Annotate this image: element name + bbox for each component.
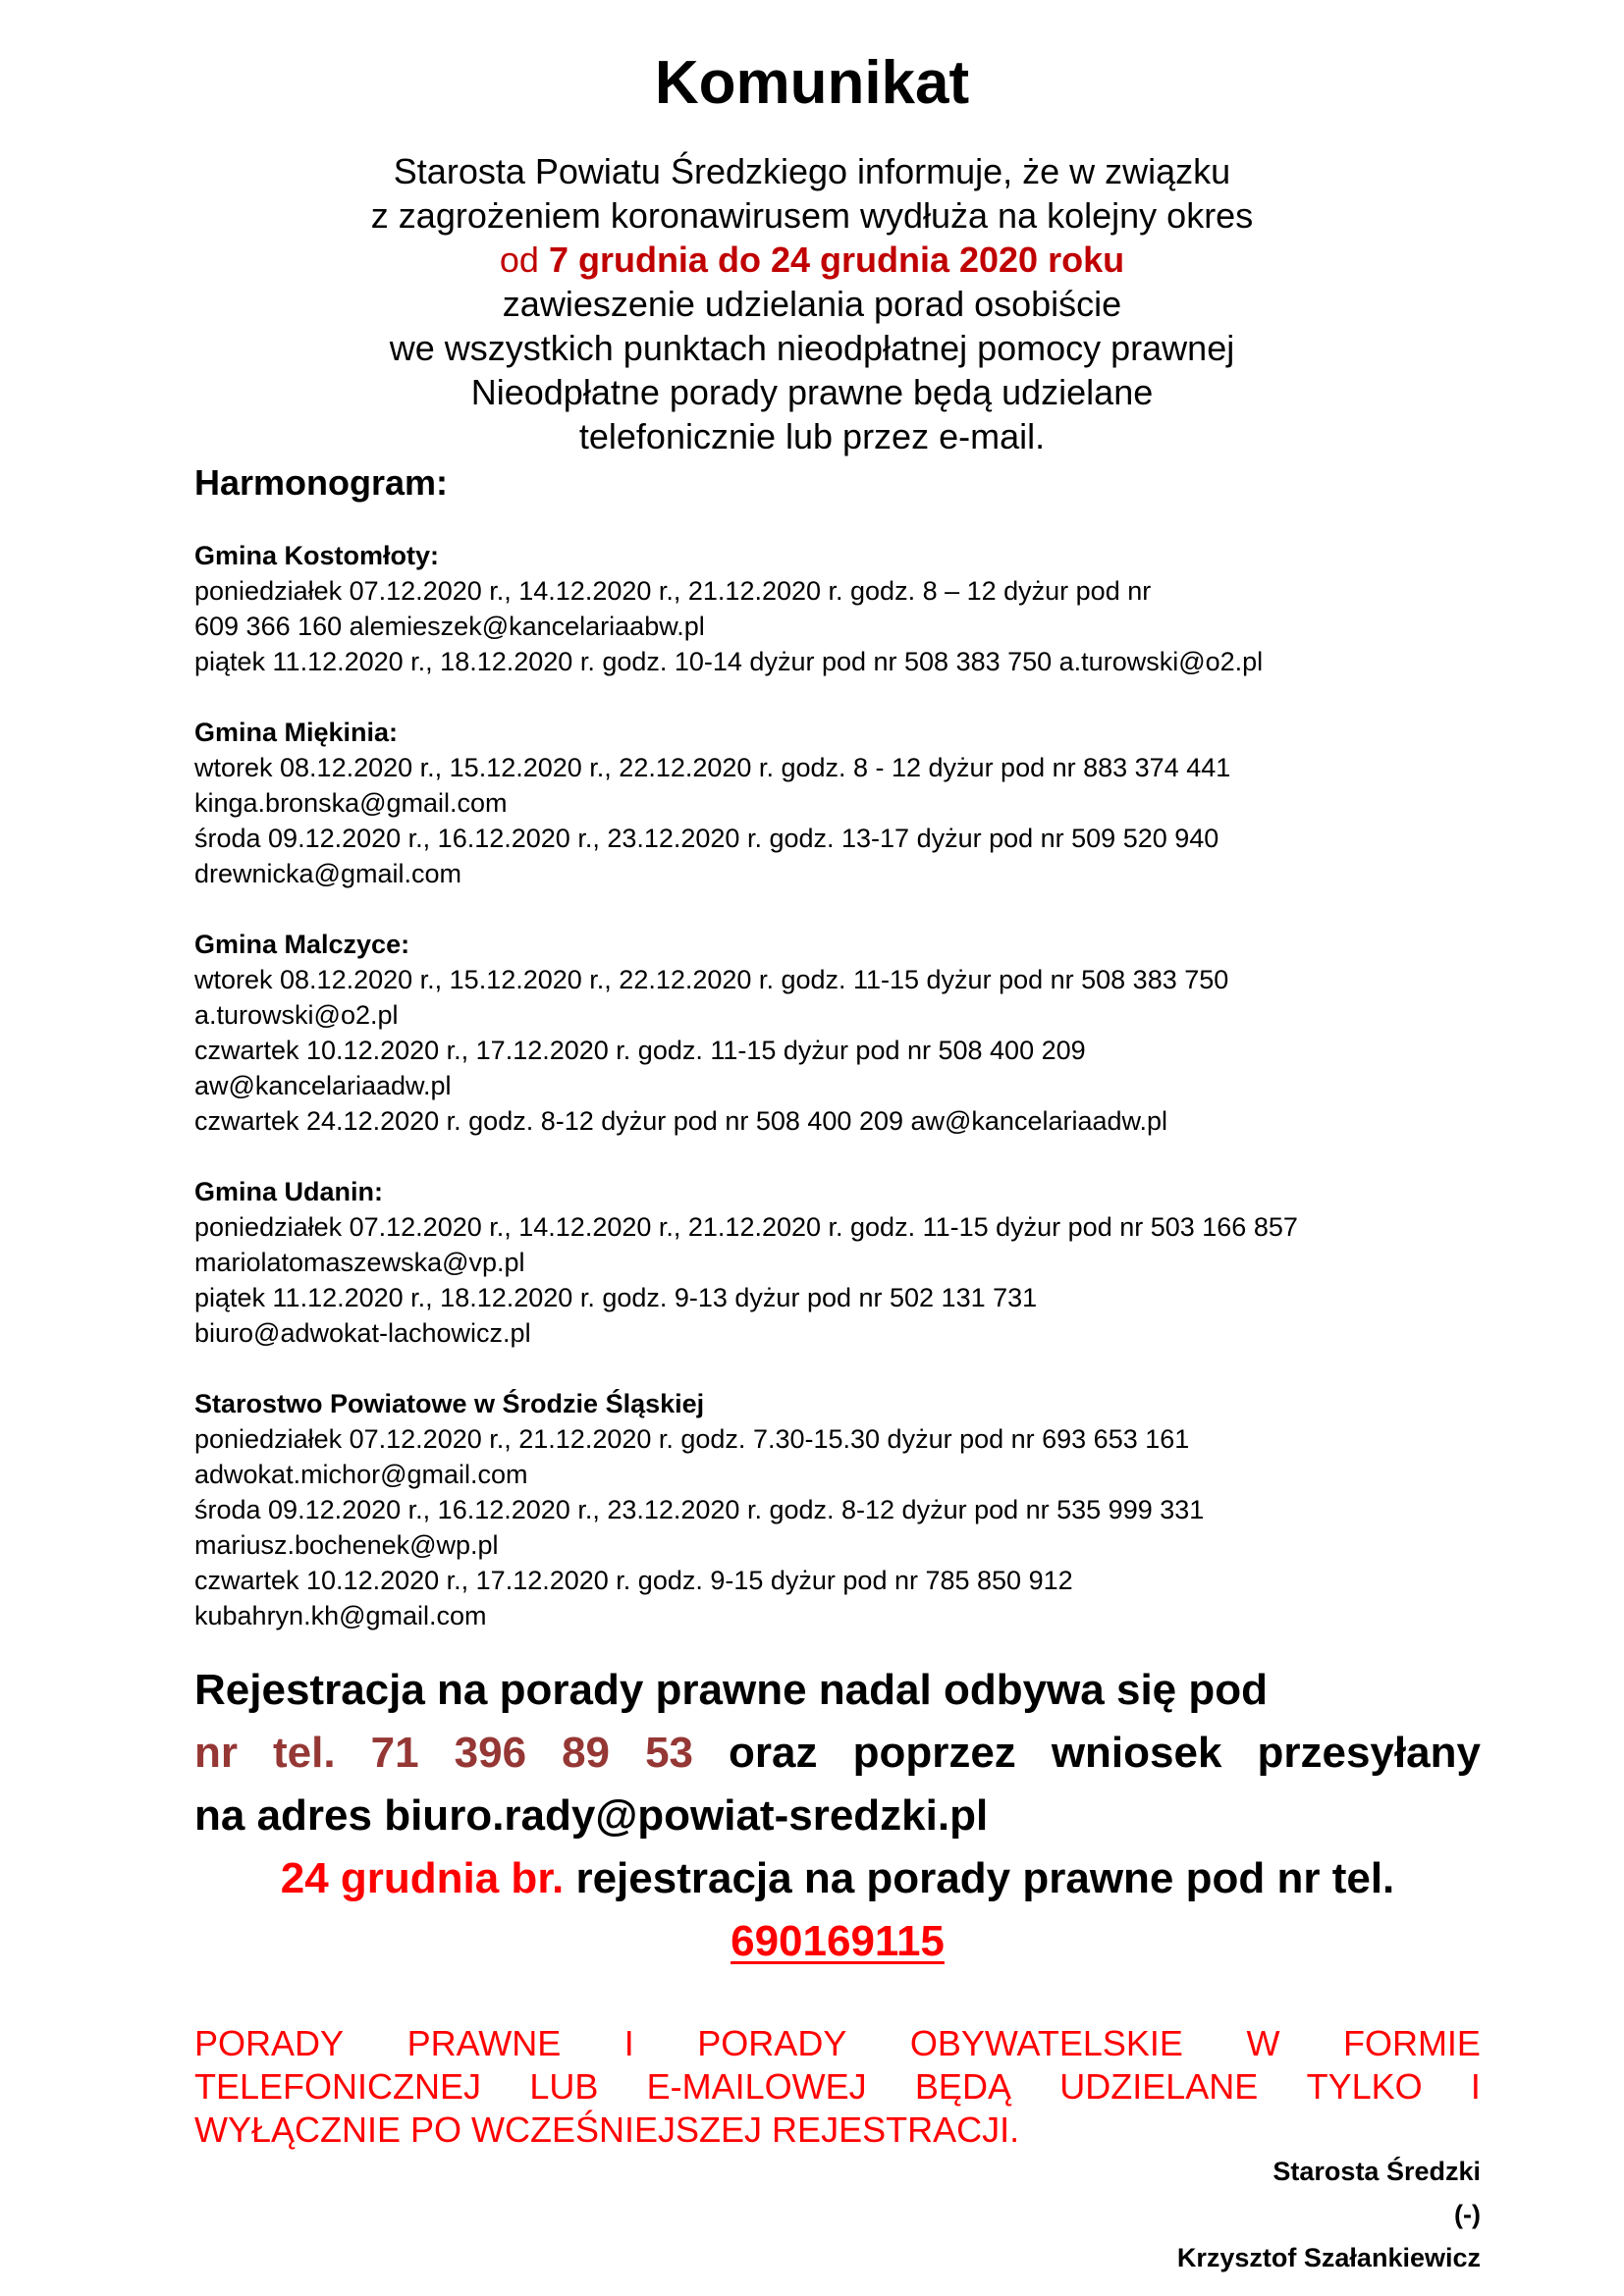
schedule-line: wtorek 08.12.2020 r., 15.12.2020 r., 22.12.2020 r. godz. 8 - 12 dyżur pod nr 883 374 441: [194, 753, 1231, 782]
schedule-section-lines: [194, 750, 1481, 891]
schedule-section-lines: [194, 573, 1481, 679]
warning-word: TYLKO: [1306, 2066, 1423, 2107]
warning-word: E-MAILOWEJ: [646, 2066, 867, 2107]
warning-word: PORADY: [194, 2023, 345, 2063]
warning-word: W: [1246, 2023, 1280, 2063]
warning-word: OBYWATELSKIE: [909, 2023, 1183, 2063]
warning-word: I: [1470, 2066, 1481, 2107]
registration-dec24-text: rejestracja na porady prawne pod nr tel.: [564, 1854, 1395, 1902]
registration-dec24-date: 24 grudnia br.: [280, 1854, 565, 1902]
schedule-line: środa 09.12.2020 r., 16.12.2020 r., 23.12.2020 r. godz. 13-17 dyżur pod nr 509 520 940: [194, 824, 1219, 853]
schedule-line: środa 09.12.2020 r., 16.12.2020 r., 23.12.2020 r. godz. 8-12 dyżur pod nr 535 999 331: [194, 1495, 1205, 1524]
schedule-line: piątek 11.12.2020 r., 18.12.2020 r. godz. 10-14 dyżur pod nr 508 383 750 a.turowski@o2.pl: [194, 647, 1264, 676]
schedule-section-title: Gmina Udanin:: [194, 1177, 384, 1206]
intro-dates: 7 grudnia do 24 grudnia 2020 roku: [548, 240, 1125, 280]
schedule-section-lines: [194, 962, 1481, 1139]
intro-line: Starosta Powiatu Średzkiego informuje, że w związku: [393, 151, 1231, 191]
warning-word: TELEFONICZNEJ: [194, 2066, 482, 2107]
registration-phone-word: 396: [454, 1729, 527, 1777]
schedule-line: adwokat.michor@gmail.com: [194, 1460, 528, 1489]
schedule-section-title: Gmina Miękinia:: [194, 718, 399, 747]
schedule-heading: Harmonogram:: [194, 462, 449, 503]
registration-email-line: na adres biuro.rady@powiat-sredzki.pl: [194, 1791, 989, 1840]
schedule-line: poniedziałek 07.12.2020 r., 14.12.2020 r., 21.12.2020 r. godz. 8 – 12 dyżur pod nr: [194, 576, 1152, 606]
registration-dec24-line: [194, 1847, 1481, 1910]
registration-block: [194, 1659, 1481, 1973]
registration-word: przesyłany: [1257, 1729, 1481, 1777]
registration-phone-word: 71: [370, 1729, 419, 1777]
registration-phone-word: 53: [645, 1729, 694, 1777]
warning-word: BĘDĄ: [914, 2066, 1011, 2107]
warning-word: UDZIELANE: [1059, 2066, 1259, 2107]
signature-name: Krzysztof Szałankiewicz: [1176, 2243, 1481, 2272]
intro-dates-prefix: od: [499, 240, 549, 280]
warning-word: I: [623, 2023, 634, 2063]
schedule-line: kinga.bronska@gmail.com: [194, 788, 508, 818]
schedule-section-title: Gmina Malczyce:: [194, 930, 410, 959]
warning-word: PORADY: [697, 2023, 847, 2063]
schedule-section: [194, 1174, 1481, 1351]
schedule-line: 609 366 160 alemieszek@kancelariaabw.pl: [194, 612, 705, 641]
schedule-line: aw@kancelariaadw.pl: [194, 1071, 452, 1100]
registration-phone-line: [194, 1722, 1481, 1785]
registration-phone-word: tel.: [273, 1729, 336, 1777]
registration-phone-number[interactable]: 690169115: [731, 1917, 945, 1965]
page-title: Komunikat: [654, 49, 970, 117]
intro-line: telefonicznie lub przez e-mail.: [578, 416, 1046, 456]
schedule-line: kubahryn.kh@gmail.com: [194, 1601, 487, 1630]
schedule-line: a.turowski@o2.pl: [194, 1000, 399, 1030]
signature-mark: (-): [1454, 2200, 1481, 2229]
schedule-section: [194, 538, 1481, 679]
schedule-line: mariusz.bochenek@wp.pl: [194, 1530, 499, 1560]
schedule-line: drewnicka@gmail.com: [194, 859, 461, 888]
schedule-section: [194, 1386, 1481, 1633]
schedule-section-lines: [194, 1209, 1481, 1351]
intro-line: Nieodpłatne porady prawne będą udzielane: [470, 372, 1154, 412]
warning-word: FORMIE: [1342, 2023, 1481, 2063]
warning-line: [194, 2022, 1481, 2065]
warning-line: [194, 2065, 1481, 2109]
signature-block: [1177, 2150, 1481, 2279]
schedule-section-title: Gmina Kostomłoty:: [194, 541, 440, 570]
registration-line: Rejestracja na porady prawne nadal odbywa się pod: [194, 1666, 1268, 1714]
schedule-line: czwartek 10.12.2020 r., 17.12.2020 r. godz. 11-15 dyżur pod nr 508 400 209: [194, 1036, 1086, 1065]
warning-word: LUB: [529, 2066, 599, 2107]
schedule-line: poniedziałek 07.12.2020 r., 14.12.2020 r., 21.12.2020 r. godz. 11-15 dyżur pod nr 503 166 857: [194, 1212, 1298, 1242]
intro-line: zawieszenie udzielania porad osobiście: [502, 284, 1122, 324]
schedule-line: wtorek 08.12.2020 r., 15.12.2020 r., 22.12.2020 r. godz. 11-15 dyżur pod nr 508 383 750: [194, 965, 1229, 994]
registration-phone-word: 89: [562, 1729, 611, 1777]
intro-dates-line: [0, 238, 1624, 282]
registration-word: oraz: [729, 1729, 818, 1777]
signature-title: Starosta Średzki: [1272, 2157, 1481, 2186]
registration-word: wniosek: [1051, 1729, 1222, 1777]
schedule-section: [194, 927, 1481, 1139]
warning-notice: [194, 2022, 1481, 2152]
schedule-section: [194, 715, 1481, 891]
warning-word: PRAWNE: [406, 2023, 562, 2063]
schedule-section-title: Starostwo Powiatowe w Środzie Śląskiej: [194, 1389, 705, 1418]
intro-line: z zagrożeniem koronawirusem wydłuża na kolejny okres: [370, 195, 1254, 236]
registration-phone-number-line: [194, 1910, 1481, 1973]
schedule-line: czwartek 10.12.2020 r., 17.12.2020 r. godz. 9-15 dyżur pod nr 785 850 912: [194, 1566, 1073, 1595]
registration-phone-word: nr: [194, 1729, 238, 1777]
schedule-line: mariolatomaszewska@vp.pl: [194, 1248, 525, 1277]
schedule-list: [194, 538, 1481, 1669]
schedule-line: czwartek 24.12.2020 r. godz. 8-12 dyżur pod nr 508 400 209 aw@kancelariaadw.pl: [194, 1106, 1168, 1136]
intro-line: we wszystkich punktach nieodpłatnej pomocy prawnej: [389, 328, 1235, 368]
schedule-line: biuro@adwokat-lachowicz.pl: [194, 1318, 531, 1348]
schedule-section-lines: [194, 1421, 1481, 1633]
intro-paragraph: [0, 149, 1624, 458]
schedule-line: piątek 11.12.2020 r., 18.12.2020 r. godz. 9-13 dyżur pod nr 502 131 731: [194, 1283, 1038, 1312]
warning-line: WYŁĄCZNIE PO WCZEŚNIEJSZEJ REJESTRACJI.: [194, 2109, 1020, 2150]
schedule-line: poniedziałek 07.12.2020 r., 21.12.2020 r. godz. 7.30-15.30 dyżur pod nr 693 653 161: [194, 1424, 1190, 1454]
registration-word: poprzez: [852, 1729, 1016, 1777]
